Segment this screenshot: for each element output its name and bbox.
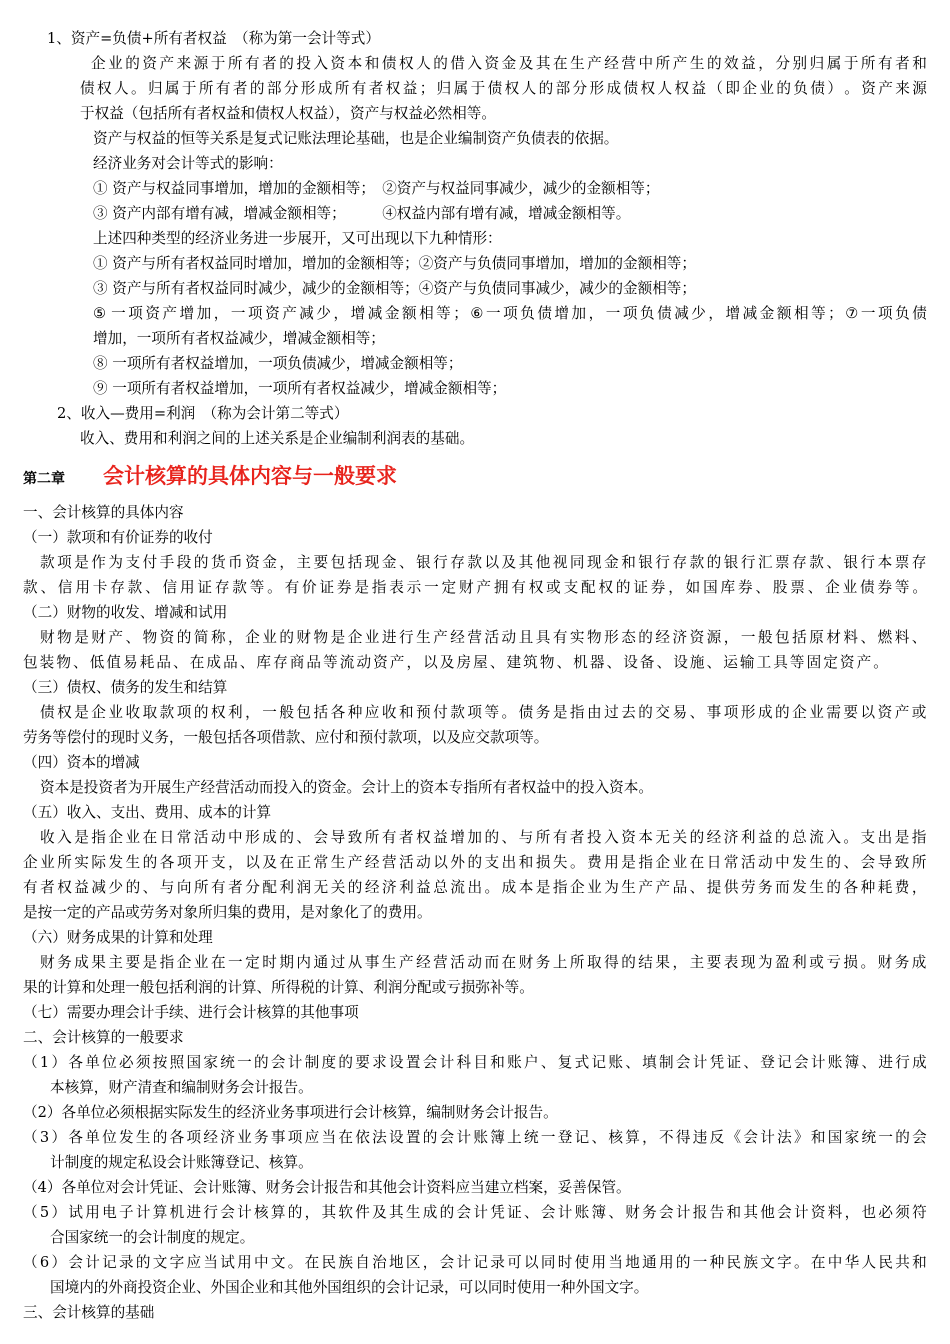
section-1-subheading: （二）财物的收发、增减和试用 [23, 604, 228, 621]
nine-cases-line: ⑧ 一项所有者权益增加，一项负债减少，增减金额相等； [93, 355, 463, 372]
section-1-body-line: 收 入 是 指 企 业 在 日 常 活 动 中 形 成 的 、 会 导 致 所 有 者 权 益 增 加 的 、 与 所 有 者 投 入 资 本 无 关 的 经 济 利 益 的 总 流 入 。 支 出 是 指 [40, 829, 927, 846]
section-1-body-line: 款 、 信 用 卡 存 款 、 信 用 证 存 款 等 。 有 价 证 券 是 指 表 示 一 定 财 产 拥 有 权 或 支 配 权 的 证 券 ， 如 国 库 券 、 股 票 、 企 业 债 券 等 。 [23, 579, 927, 596]
requirement-line: 合国家统一的会计制度的规定。 [50, 1229, 255, 1246]
equation-1-basis-note: 资产与权益的恒等关系是复式记账法理论基础，也是企业编制资产负债表的依据。 [93, 130, 619, 147]
chapter-heading [23, 460, 397, 490]
section-1-title: 一、会计核算的具体内容 [23, 504, 184, 521]
section-1-body-line: 劳务等偿付的现时义务，一般包括各项借款、应付和预付款项，以及应交款项等。 [23, 729, 549, 746]
nine-cases-line: 增加，一项所有者权益减少，增减金额相等； [93, 330, 385, 347]
section-1-body-line: 包 装 物 、 低 值 易 耗 品 、 在 成 品 、 库 存 商 品 等 流 动 资 产 ， 以 及 房 屋 、 建 筑 物 、 机 器 、 设 备 、 设 施 、 运 输 工 具 等 固 定 资 产 。 [23, 654, 888, 671]
section-1-body-line: 是按一定的产品或劳务对象所归集的费用，是对象化了的费用。 [23, 904, 432, 921]
section-1-subheading: （一）款项和有价证券的收付 [23, 529, 213, 546]
section-1-body-line: 企 业 所 实 际 发 生 的 各 项 开 支 ， 以 及 在 正 常 生 产 经 营 活 动 以 外 的 支 出 和 损 失 。 费 用 是 指 企 业 在 日 常 活 动 中 发 生 的 、 会 导 致 所 [23, 854, 927, 871]
equation-1-paragraph-line: 债 权 人 。 归 属 于 所 有 者 的 部 分 形 成 所 有 者 权 益 ； 归 属 于 债 权 人 的 部 分 形 成 债 权 人 权 益 （ 即 企 业 的 负 债 ） 。 资 产 来 源 [80, 80, 927, 97]
equation-2-paragraph: 收入、费用和利润之间的上述关系是企业编制利润表的基础。 [80, 430, 475, 447]
section-1-body-line: 债 权 是 企 业 收 取 款 项 的 权 利 ， 一 般 包 括 各 种 应 收 和 预 付 款 项 等 。 债 务 是 指 由 过 去 的 交 易 、 事 项 形 成 的 企 业 需 要 以 资 产 或 [40, 704, 927, 721]
section-1-subheading: （六）财务成果的计算和处理 [23, 929, 213, 946]
requirement-line: 本核算，财产清查和编制财务会计报告。 [50, 1079, 313, 1096]
requirement-line: （ 5 ） 试 用 电 子 计 算 机 进 行 会 计 核 算 的 ， 其 软 件 及 其 生 成 的 会 计 凭 证 、 会 计 账 簿 、 财 务 会 计 报 告 和 其 他 会 计 资 料 ， 也 必 须 符 [23, 1204, 927, 1221]
impact-intro: 经济业务对会计等式的影响： [93, 155, 283, 172]
equation-2-title: 2、收入—费用=利润 （称为会计第二等式） [57, 405, 349, 422]
requirement-line: （2）各单位必须根据实际发生的经济业务事项进行会计核算，编制财务会计报告。 [23, 1104, 558, 1121]
section-2-title: 二、会计核算的一般要求 [23, 1029, 184, 1046]
equation-1-paragraph-line: 企 业 的 资 产 来 源 于 所 有 者 的 投 入 资 本 和 债 权 人 的 借 入 资 金 及 其 在 生 产 经 营 中 所 产 生 的 效 益 ， 分 别 归 属 于 所 有 者 和 [91, 55, 927, 72]
section-1-body-line: 财 务 成 果 主 要 是 指 企 业 在 一 定 时 期 内 通 过 从 事 生 产 经 营 活 动 而 在 财 务 上 所 取 得 的 结 果 ， 主 要 表 现 为 盈 利 或 亏 损 。 财 务 成 [40, 954, 927, 971]
requirement-line: 国境内的外商投资企业、外国企业和其他外国组织的会计记录，可以同时使用一种外国文字。 [50, 1279, 649, 1296]
nine-cases-intro: 上述四种类型的经济业务进一步展开，又可出现以下九种情形： [93, 230, 502, 247]
requirement-line: （ 6 ） 会 计 记 录 的 文 字 应 当 试 用 中 文 。 在 民 族 自 治 地 区 ， 会 计 记 录 可 以 同 时 使 用 当 地 通 用 的 一 种 民 族 文 字 。 在 中 华 人 民 共 和 [23, 1254, 927, 1271]
chapter-label: 第二章 [23, 471, 65, 487]
requirement-line: （4）各单位对会计凭证、会计账簿、财务会计报告和其他会计资料应当建立档案，妥善保管。 [23, 1179, 631, 1196]
equation-1-title: 1、资产=负债+所有者权益 （称为第一会计等式） [47, 30, 380, 47]
section-3-title: 三、会计核算的基础 [23, 1304, 155, 1321]
section-1-subheading: （五）收入、支出、费用、成本的计算 [23, 804, 272, 821]
nine-cases-line: ⑨ 一项所有者权益增加，一项所有者权益减少，增减金额相等； [93, 380, 507, 397]
section-1-body-line: 资本是投资者为开展生产经营活动而投入的资金。会计上的资本专指所有者权益中的投入资本。 [40, 779, 653, 796]
nine-cases-line: ⑤ 一 项 资 产 增 加 ， 一 项 资 产 减 少 ， 增 减 金 额 相 等 ； ⑥ 一 项 负 债 增 加 ， 一 项 负 债 减 少 ， 增 减 金 额 相 等 ； ⑦ 一 项 负 债 [93, 305, 927, 322]
section-1-subheading: （三）债权、债务的发生和结算 [23, 679, 228, 696]
nine-cases-line: ① 资产与所有者权益同时增加，增加的金额相等；②资产与负债同事增加，增加的金额相等； [93, 255, 696, 272]
section-1-body-line: 有 者 权 益 减 少 的 、 与 向 所 有 者 分 配 利 润 无 关 的 经 济 利 益 总 流 出 。 成 本 是 指 企 业 为 生 产 产 品 、 提 供 劳 务 而 发 生 的 各 种 耗 费 ， [23, 879, 927, 896]
four-types-line: ① 资产与权益同事增加，增加的金额相等； ②资产与权益同事减少，减少的金额相等； [93, 180, 660, 197]
section-1-body-line: 财 物 是 财 产 、 物 资 的 简 称 ， 企 业 的 财 物 是 企 业 进 行 生 产 经 营 活 动 且 具 有 实 物 形 态 的 经 济 资 源 ， 一 般 包 括 原 材 料 、 燃 料 、 [40, 629, 927, 646]
section-1-body-line: 款 项 是 作 为 支 付 手 段 的 货 币 资 金 ， 主 要 包 括 现 金 、 银 行 存 款 以 及 其 他 视 同 现 金 和 银 行 存 款 的 银 行 汇 票 存 款 、 银 行 本 票 存 [40, 554, 927, 571]
nine-cases-line: ③ 资产与所有者权益同时减少，减少的金额相等；④资产与负债同事减少，减少的金额相等； [93, 280, 696, 297]
chapter-title: 会计核算的具体内容与一般要求 [103, 464, 397, 488]
section-1-subheading: （四）资本的增减 [23, 754, 140, 771]
requirement-line: 计制度的规定私设会计账簿登记、核算。 [50, 1154, 313, 1171]
equation-1-paragraph-line: 于权益（包括所有者权益和债权人权益），资产与权益必然相等。 [80, 105, 496, 122]
section-1-body-line: 果的计算和处理一般包括利润的计算、所得税的计算、利润分配或亏损弥补等。 [23, 979, 534, 996]
requirement-line: （ 1 ） 各 单 位 必 须 按 照 国 家 统 一 的 会 计 制 度 的 要 求 设 置 会 计 科 目 和 账 户 、 复 式 记 账 、 填 制 会 计 凭 证 、 登 记 会 计 账 簿 、 进 行 成 [23, 1054, 927, 1071]
four-types-line: ③ 资产内部有增有减，增减金额相等； ④权益内部有增有减，增减金额相等。 [93, 205, 631, 222]
section-1-subheading: （七）需要办理会计手续、进行会计核算的其他事项 [23, 1004, 359, 1021]
requirement-line: （ 3 ） 各 单 位 发 生 的 各 项 经 济 业 务 事 项 应 当 在 依 法 设 置 的 会 计 账 簿 上 统 一 登 记 、 核 算 ， 不 得 违 反 《 会 计 法 》 和 国 家 统 一 的 会 [23, 1129, 927, 1146]
